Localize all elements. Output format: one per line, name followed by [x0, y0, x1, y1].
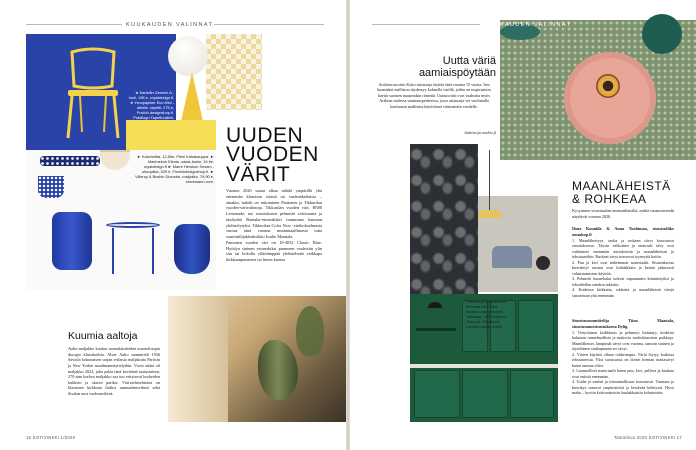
- section-label-right: KUUKAUDEN VALINNAT: [484, 22, 572, 28]
- kitchen-drawer-2: [462, 370, 508, 418]
- article-body-colors: Vuonna 2020 saatat alkaa nähdä ympärillä yhä enemmän klassisen sinistä tai vaaleankeltaista – ainakin, mikäli on uskominen Pantonen ja Tikkurilan vuoden-värivalintoja. Tikkurilan vuoden väri, H500 Lemonade, tuo sisustukseen pehmeää valoisuutta ja täydyttää Rantaha-esimerkikei tunnusaan kansaan yhdistelytyksi. Tikkurilan Color Now -värikokoelmasta vuotaa tänä vuonna muutimaaillmasta tutta suurintitlijakkaiksikko Juulio Maanala. Pantonen vuoden väri on 19-4052 Classic Blue. Hyödyn sininen esimerkiksi puumeen vaaleisiin ylin sini tai kokolla yllättämppää yhdistelmää vaikkapa kirkkaanpunaisen tai limen kanssa.: [226, 188, 322, 262]
- aalto-vase-photo: [168, 296, 348, 422]
- pendant-cord: [489, 150, 490, 210]
- headline-breakfast-color: Uutta väriä aamiaispöytään: [418, 55, 496, 79]
- headline-right-line-2: & ROHKEAA: [572, 191, 647, 206]
- interviewee-1: Ilona Kouniila & Anna Tuohimaa, sisustusliike omashop.fi: [572, 226, 674, 237]
- blue-vase: [174, 224, 210, 274]
- headline-line-2: VUODEN: [226, 143, 319, 167]
- section-rule-right: [372, 24, 480, 25]
- headline-right-line-1: MAANLÄHEISTÄ: [572, 179, 671, 193]
- folio-left: 16 KOTIVINKKI 1/2020: [26, 435, 76, 440]
- kitchen-drawer-1: [414, 370, 460, 418]
- kitchen-caption: Pellmee-pinnoitetiiminen Reveräs värti-Värit mustaa ovat valkoisen Tarkkaaa. Väri Seltonen Gray-rivi. Ståsärnek Lahjatiri-ranjan keittiö.: [466, 300, 508, 329]
- passion-fruit: [596, 74, 620, 98]
- headline-earthy-bold: [572, 180, 671, 205]
- kitchen-cabinet-3: [518, 300, 554, 352]
- trend-body-2: 1. Tietyslaisen kodikkuus ja pehmeys lisääntyy, kodeista halutaan tunnelmallisia ja muksvia rauhoittumisen paikkoja. Maanläheiset, lämpimät sävyt ovat vuonna, samoin sininen ja täyteläinen sinihapmaan eri sävyt. 2. Värien käyttöä ollaan rohkeampia. Väriä löytyy kaikissa tekstuureista. Yksi suosituista on iloiset hieman mattasävyt kuten tumma oliivi. 3. Luonnolliset materiaalit kuten puu, kivi, pellava ja kaiskaa ovat entistä enemmän. 4. Uudet ja vanhat ja toiminnallisuus korostuvat. Tuunaus ja kierrätys sanovat ympäristöstä ja kestävää kehitystä. Hyvä maku – hyviin kotivaatteisiin laadukkaisiin kalusteisiin.: [572, 330, 674, 396]
- kitchen-drawer-3: [510, 370, 554, 418]
- teal-cup: [642, 14, 682, 54]
- patterned-cup: [38, 176, 64, 198]
- headline-line-3: VÄRIT: [226, 162, 291, 186]
- folio-right: Tammikuu 2020 KOTIVINKKI 17: [613, 435, 682, 440]
- patterned-plate: [40, 156, 100, 166]
- pink-plate: [564, 52, 656, 144]
- tablecloth-photo: [500, 20, 696, 160]
- side-stool: [536, 256, 550, 270]
- product-caption-chair: ◄ Kartellin Generic A -tuoli, 198 e, royaldesign.fi. ◄ Yvonpapiker Eco Mini -alkiölo -tapetti, 275 e, Povloh-designshop.fi. Pradilogn Tapetti-tallett-: [128, 90, 174, 121]
- globe-lamp: [168, 36, 208, 76]
- product-caption-tableware: ► Kahvimitta, 12,50e, Pieni Kahakauppa. ► Marimekon Elenia -vaasi-kanio, 19,9e, royaldesign.fi ► Marre Herskon Sesam -uhuujalka, 529 e, Finnishdesignshop.fi. ► Villeroy & Boshin Dionaba -maljakko, 79,90 e, stockmann.com.: [135, 154, 214, 185]
- kitchen-shelf: [416, 328, 456, 331]
- dark-floral-wallpaper-photo: [410, 144, 478, 294]
- vase-plant: [296, 306, 324, 356]
- section-rule-left-2: [214, 24, 324, 25]
- trend-body-1: 1. Maanläheisyys, rauha ja ruskean sävyt korostuvat sisustuksessa. Täysin valkoinen ja neutraali sävy ovat vaihtuneet enemmän aurinkoisiin ja maanläheisiin ja tekstuureihin. Ruskeat sävyt nousevat tyyneyttä kotiin. 2. Puu ja kivi ovat tärkeimmät materiaalit. Sisustuksessa kierrätetyt tavarat ovat kohdakkain ja kestää jatkuvasti valmistamiseen käyttöä. 3. Pehmeät huonekalut tulevat vapaammin kiinnitetyiksi ja tekstiileihin nainkin takaisin. 4. Kodeissa kirkkaita, rohkeita ja maanläheisiä värejä sisustetaan yhä enemmän.: [572, 238, 674, 298]
- kitchen-counter: [410, 364, 558, 368]
- chair-illustration: [58, 46, 128, 142]
- side-table-legs: [112, 228, 154, 274]
- trend-intro: Kysyimme sisustusalan ammattilaisilta, mitkä sisustustrendit näyttävät vuonna 2020.: [572, 208, 675, 219]
- aalto-vase: [258, 340, 298, 400]
- armchair: [492, 246, 532, 268]
- lamp-base: [180, 72, 204, 126]
- kitchen-pendant: [428, 302, 442, 308]
- section-rule-left: [26, 24, 122, 25]
- breakfast-credit: lisätietoja arabia.fi: [464, 130, 496, 135]
- aalto-body-text: Aalto-maljakko kuuluu suomalaisdeiden muotoiluopin dioogio klassikoihin. Alvar Aalto suunnitteli 1936 Savoila kokonaisen sarjan erilaisia maljakoita Pariisin ja New Yorkin maailmannäyttelyihin. Vuosi näätä oli maljakko 2022, joka palaa tänä kevätänä taaiustuteen, 270 mm korkea maljakko saa tuo erityisesti korkeiden kukkien ja oksien pariksi. Värivaihtoehtoina on klassinen kirkkaan lisäksi sammaleenvihreä sekä iltsalan uusi vaaleanvihreä.: [68, 346, 160, 396]
- section-label-left: KUUKAUDEN VALINNAT: [126, 22, 214, 28]
- interviewee-2: Sisustussuunnittelija Tiina Maanala, sisustusaunesisustuksena Dylig.: [572, 318, 674, 329]
- breakfast-body: Arabian suosittu Koko-astiasarja täyttää tänä vuonna 15 vuotta. Sen kunniaksi malliston täydentyy kolmella värillä, joihin on inspiraation haettu suomen maaseudun riimettä. Uutuusvärit ovat vaaleaita myös Arabian uudessa suuntausperheessa, jossa astiasarja vei vuolimalla kuuluusen malleutta käyttöönsä värimattäin vuodelle.: [377, 82, 491, 109]
- headline-line-1: UUDEN: [226, 124, 304, 147]
- blue-pitcher: [52, 212, 92, 270]
- wallpaper-swatch: [206, 34, 262, 110]
- window-light: [168, 296, 228, 422]
- bottom-headline-hot-waves: Kuumia aaltoja: [68, 330, 138, 342]
- pendant-lamp: [478, 210, 502, 218]
- headline-new-year-colors: [226, 126, 319, 184]
